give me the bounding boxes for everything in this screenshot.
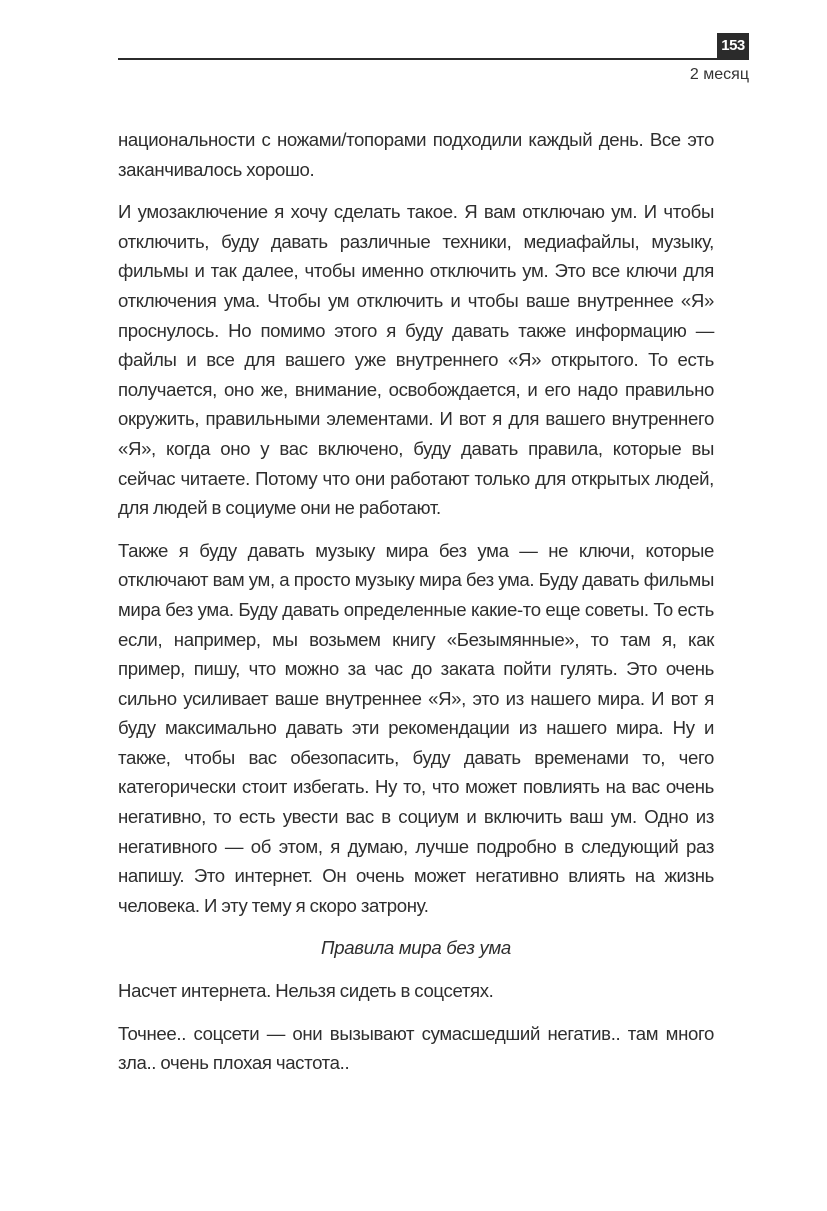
paragraph-1: национальности с ножами/топорами подходили каждый день. Все это заканчивалось хорошо. <box>118 129 714 180</box>
body-text <box>118 125 714 1091</box>
paragraph-4: Насчет интернета. Нельзя сидеть в соцсетях. <box>118 980 494 1002</box>
running-head: 2 месяц <box>689 66 749 83</box>
section-heading: Правила мира без ума <box>321 937 511 959</box>
paragraph-5: Точнее.. соцсети — они вызывают сумасшедший негатив.. там много зла.. очень плохая частота.. <box>118 1022 714 1074</box>
header-rule <box>118 58 749 60</box>
page-number: 153 <box>717 33 749 59</box>
paragraph-2: И умозаключение я хочу сделать такое. Я вам отключаю ум. И чтобы отключить, буду давать различные техники, медиафайлы, музыку, фильмы и так далее, чтобы именно отключить ум. Это все ключи для отключения ума. Чтобы ум отключить и чтобы ваше внутреннее «Я» проснулось. Но помимо этого я буду давать также информацию — файлы и все для вашего уже внутреннего «Я» открытого. То есть получается, оно же, внимание, освобождается, и его надо правильно окружить, правильными элементами. И вот я для вашего внутреннего «Я», когда оно у вас включено, буду давать правила, которые вы сейчас читаете. Потому что они работают только для открытых людей, для людей в социуме они не работают. <box>118 201 714 519</box>
paragraph-3: Также я буду давать музыку мира без ума — не ключи, которые отключают вам ум, а просто музыку мира без ума. Буду давать фильмы мира без ума. Буду давать определенные какие-то еще советы. То есть если, например, мы возьмем книгу «Безымянные», то там я, как пример, пишу, что можно за час до заката пойти гулять. Это очень сильно усиливает ваше внутреннее «Я», это из нашего мира. И вот я буду максимально давать эти рекомендации из нашего мира. Ну и также, чтобы вас обезопасить, буду давать временами то, чего категорически стоит избегать. Ну то, что может повлиять на вас очень негативно, то есть увести вас в социум и включить ваш ум. Одно из негативного — об этом, я думаю, лучше подробно в следующий раз напишу. Это интернет. Он очень может негативно влиять на жизнь человека. И эту тему я скоро затрону. <box>118 539 714 916</box>
